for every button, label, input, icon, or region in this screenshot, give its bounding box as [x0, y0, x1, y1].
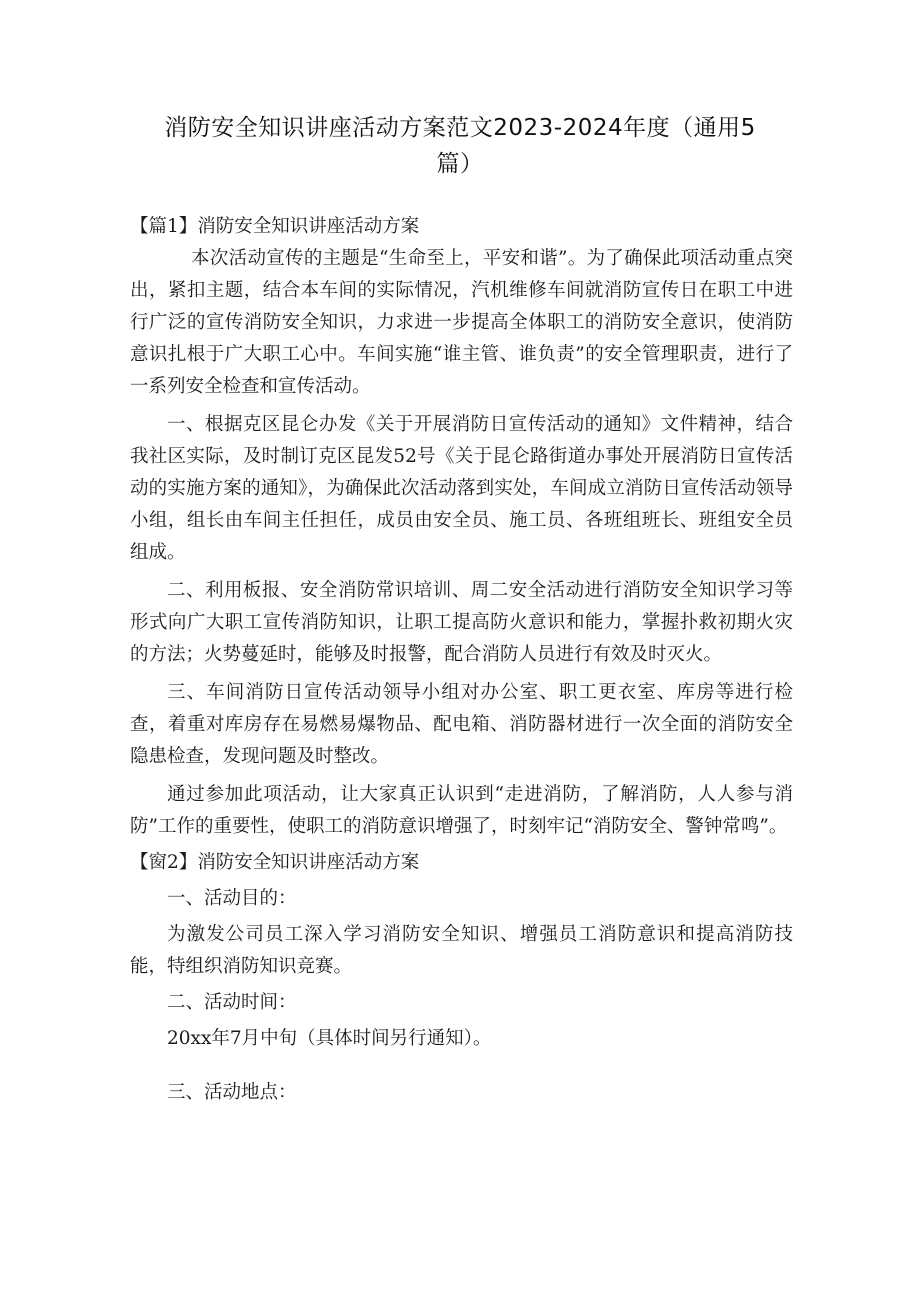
- section-2-item-place-label: 三、活动地点：: [167, 1082, 297, 1103]
- section-1-paragraph-intro: 本次活动宣传的主题是“生命至上，平安和谐”。为了确保此项活动重点突出，紧扣主题，结合本车间的实际情况，汽机维修车间就消防宣传日在职工中进行广泛的宣传消防安全知识，力求进一步提高全体职工的消防安全意识，使消防意识扎根于广大职工心中。车间实施“谁主管、谁负责”的安全管理职责，进行了一系列安全检查和宣传活动。: [130, 248, 793, 397]
- document-title: 消防安全知识讲座活动方案范文2023-2024年度（通用5篇）: [164, 115, 756, 177]
- section-1-paragraph-three: 三、车间消防日宣传活动领导小组对办公室、职工更衣室、库房等进行检查，着重对库房存在易燃易爆物品、配电箱、消防器材进行一次全面的消防安全隐患检查，发现问题及时整改。: [130, 682, 793, 767]
- section-1-heading: 【篇1】消防安全知识讲座活动方案: [130, 216, 420, 237]
- section-2-purpose-text: 为激发公司员工深入学习消防安全知识、增强员工消防意识和提高消防技能，特组织消防知识竞赛。: [130, 924, 793, 977]
- section-2-heading: 【窗2】消防安全知识讲座活动方案: [130, 852, 420, 873]
- document-body: [130, 211, 793, 1109]
- section-2-time-text: 20xx年7月中旬（具体时间另行通知）。: [167, 1028, 492, 1049]
- section-2-item-time-label: 二、活动时间：: [167, 992, 297, 1013]
- section-1-paragraph-conclusion: 通过参加此项活动，让大家真正认识到“走进消防，了解消防，人人参与消防”工作的重要性，使职工的消防意识增强了，时刻牢记“消防安全、警钟常鸣”。: [130, 784, 793, 837]
- section-2-item-purpose-label: 一、活动目的：: [167, 888, 297, 909]
- section-1-paragraph-two: 二、利用板报、安全消防常识培训、周二安全活动进行消防安全知识学习等形式向广大职工宣传消防知识，让职工提高防火意识和能力，掌握扑救初期火灾的方法；火势蔓延时，能够及时报警，配合消防人员进行有效及时灭火。: [130, 580, 793, 665]
- section-1-paragraph-one: 一、根据克区昆仑办发《关于开展消防日宣传活动的通知》文件精神，结合我社区实际，及时制订克区昆发52号《关于昆仑路街道办事处开展消防日宣传活动的实施方案的通知》，为确保此次活动落到实处，车间成立消防日宣传活动领导小组，组长由车间主任担任，成员由安全员、施工员、各班组班长、班组安全员组成。: [130, 414, 793, 563]
